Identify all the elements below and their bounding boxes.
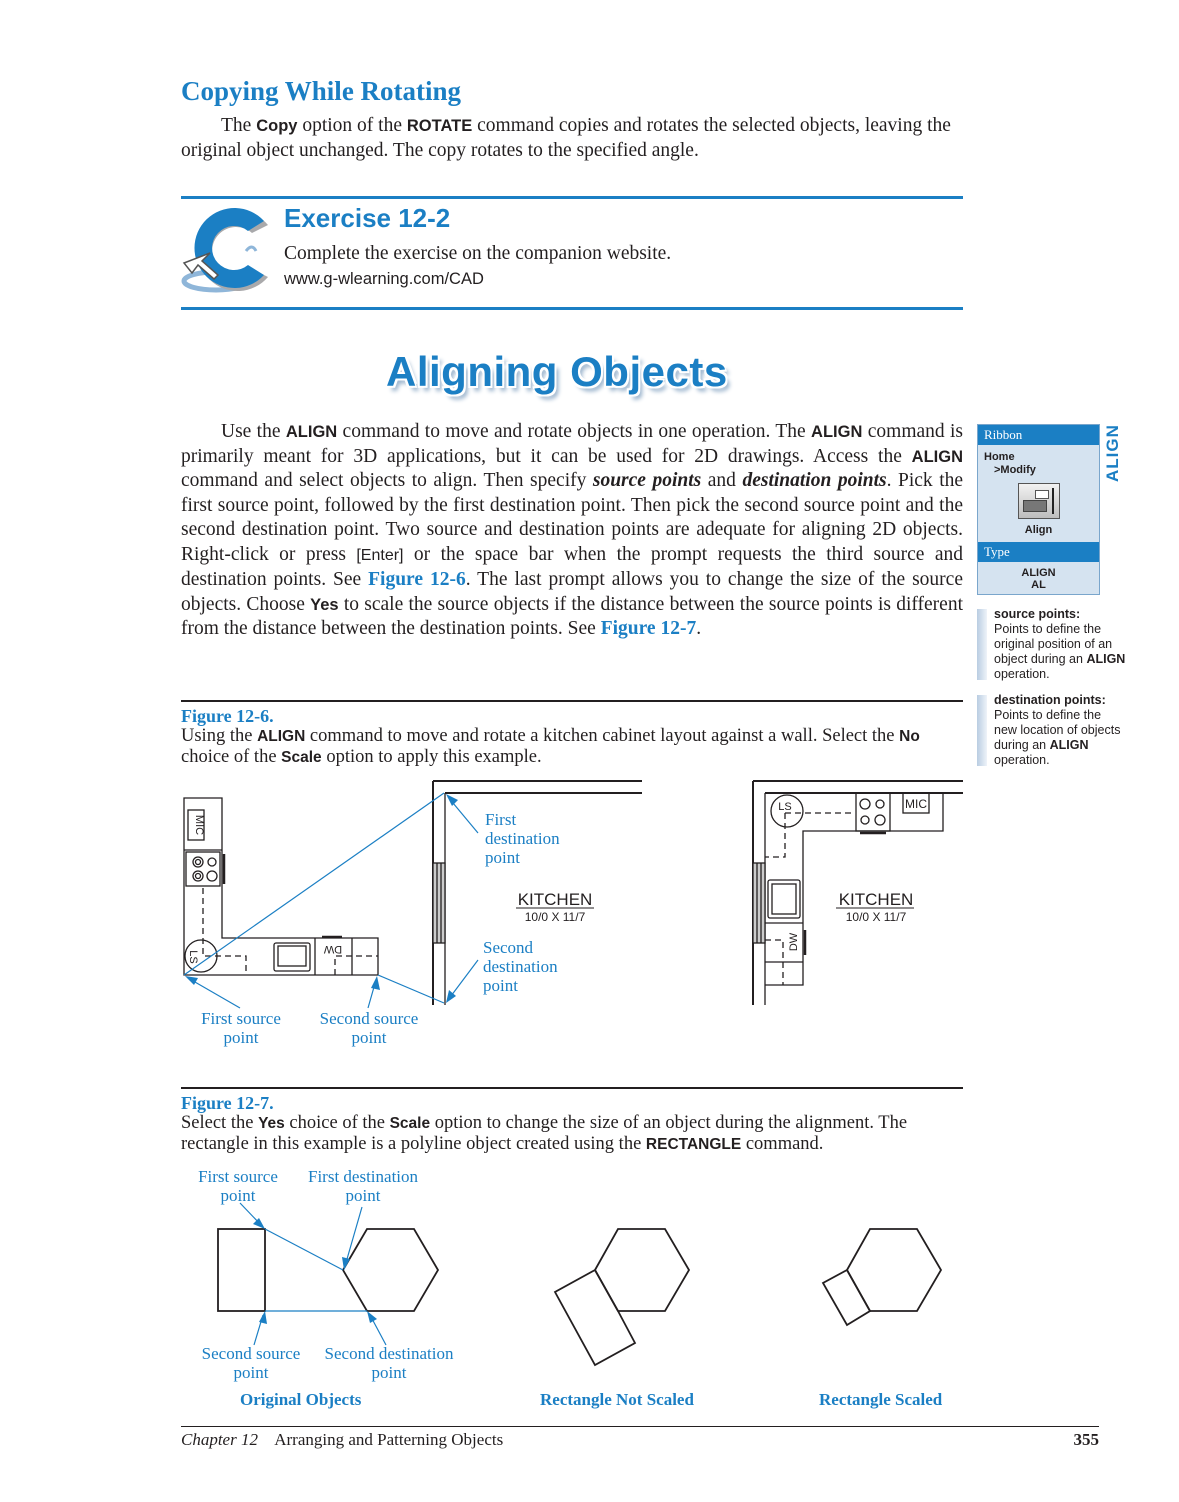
bold-term: RECTANGLE	[645, 1136, 742, 1153]
page-number: 355	[1073, 1430, 1099, 1449]
bold-term: Scale	[389, 1115, 431, 1132]
mic-label: MIC	[193, 814, 205, 836]
ribbon-header: Ribbon	[978, 425, 1099, 445]
bold-term: ALIGN	[285, 423, 338, 441]
subfigure-rectangle-scaled: Rectangle Scaled	[819, 1390, 943, 1409]
bold-term: ALIGN	[911, 447, 963, 466]
bold-term: Yes	[310, 595, 339, 614]
glossary-command: ALIGN	[1086, 652, 1126, 666]
copying-paragraph: The Copy option of the ROTATE command copies and rotates the selected objects, leaving the original object unchanged. The copy rotates to the specified angle.	[181, 115, 951, 161]
glossary-term: source points:	[994, 607, 1081, 621]
bold-term: Scale	[281, 749, 322, 766]
room-size-label-aligned: 10/0 X 11/7	[845, 910, 907, 924]
bold-term: Yes	[258, 1115, 285, 1132]
glossary-definition: Points to define the original position of an object during an	[994, 622, 1113, 666]
mic-label-aligned: MIC	[905, 797, 927, 811]
fig7-second-destination-point-label: Second destination point	[324, 1344, 454, 1382]
room-size-label: 10/0 X 11/7	[524, 910, 586, 924]
fig7-first-source-point-label: First source point	[198, 1167, 278, 1205]
bold-term: ROTATE	[406, 117, 473, 135]
glossary-term-link: destination points	[742, 470, 887, 491]
figure-12-6-title: Figure 12-6.	[181, 706, 274, 726]
second-destination-point-label: Second destination point	[483, 938, 558, 995]
dw-label: DW	[323, 943, 343, 955]
second-source-point-label: Second source point	[319, 1009, 419, 1047]
first-destination-point-label: First destination point	[485, 810, 560, 867]
footer-chapter: Chapter 12	[181, 1430, 258, 1449]
ls-label: LS	[187, 950, 199, 964]
ls-label-aligned: LS	[778, 801, 792, 813]
figure-12-7-title: Figure 12-7.	[181, 1093, 274, 1113]
section-heading-copying-while-rotating: Copying While Rotating	[181, 76, 462, 106]
aligning-paragraph: Use the ALIGN command to move and rotate objects in one operation. The ALIGN command is primarily meant for 3D applications, but it can be used for 2D drawings. Access the ALIGN command and select objects to align. Then specify source points and destination points. Pick the first source point, followed by the first destination point. Then pick the second source point and the second destination point. Two source and destination points are adequate for aligning 2D objects. Right-click or press [Enter] or the space bar when the prompt requests the third source and destination points. See Figure 12-6. The last prompt allows you to change the size of the source objects. Choose Yes to scale the source objects if the distance between the source points is different from the distance between the destination points. See Figure 12-7.	[181, 421, 964, 639]
figure-reference-link[interactable]: Figure 12-6	[368, 569, 466, 590]
exercise-text: Complete the exercise on the companion website.	[284, 243, 672, 264]
glossary-definition-end: operation.	[994, 753, 1050, 767]
command-label-text: ALIGN	[1103, 424, 1122, 482]
footer-rule	[181, 1426, 1099, 1427]
subfigure-rectangle-not-scaled: Rectangle Not Scaled	[540, 1390, 694, 1409]
glossary-definition: Points to define the new location of objects during an	[994, 708, 1121, 752]
glossary-definition-end: operation.	[994, 667, 1050, 681]
glossary-term-link: source points	[592, 470, 702, 491]
type-alias: AL	[1031, 579, 1046, 591]
room-name-label-aligned: KITCHEN	[838, 890, 914, 909]
footer-chapter-title: Arranging and Patterning Objects	[274, 1430, 504, 1449]
fig7-second-source-point-label: Second source point	[201, 1344, 301, 1382]
exercise-url-link[interactable]: www.g-wlearning.com/CAD	[284, 270, 484, 288]
glossary-term: destination points:	[994, 693, 1106, 707]
figure-12-6-caption: Using the ALIGN command to move and rotate a kitchen cabinet layout against a wall. Select the No choice of the Scale option to apply this example.	[181, 726, 920, 767]
figure-12-7-caption: Select the Yes choice of the Scale option to change the size of an object during the alignment. The rectangle in this example is a polyline object created using the RECTANGLE command.	[181, 1113, 908, 1154]
ribbon-path-home: Home	[984, 451, 1015, 463]
subfigure-original-objects: Original Objects	[240, 1390, 362, 1409]
bold-term: ALIGN	[257, 728, 306, 745]
section-heading-aligning-objects: Aligning Objects	[386, 348, 728, 395]
bold-term: Copy	[256, 117, 298, 135]
align-button-label: Align	[1024, 524, 1053, 536]
fig7-first-destination-point-label: First destination point	[307, 1167, 419, 1205]
room-name-label: KITCHEN	[517, 890, 593, 909]
type-command: ALIGN	[1021, 567, 1056, 579]
exercise-title: Exercise 12-2	[284, 203, 451, 233]
key-label: [Enter]	[356, 546, 404, 564]
type-header: Type	[978, 542, 1099, 562]
first-source-point-label: First source point	[201, 1009, 281, 1047]
bold-term: ALIGN	[811, 423, 863, 441]
ribbon-path-modify: >Modify	[994, 464, 1036, 476]
dw-label-aligned: DW	[788, 932, 800, 952]
figure-reference-link[interactable]: Figure 12-7	[600, 618, 697, 639]
glossary-command: ALIGN	[1049, 738, 1089, 752]
page-footer	[181, 1430, 1099, 1450]
bold-term: No	[899, 728, 920, 745]
